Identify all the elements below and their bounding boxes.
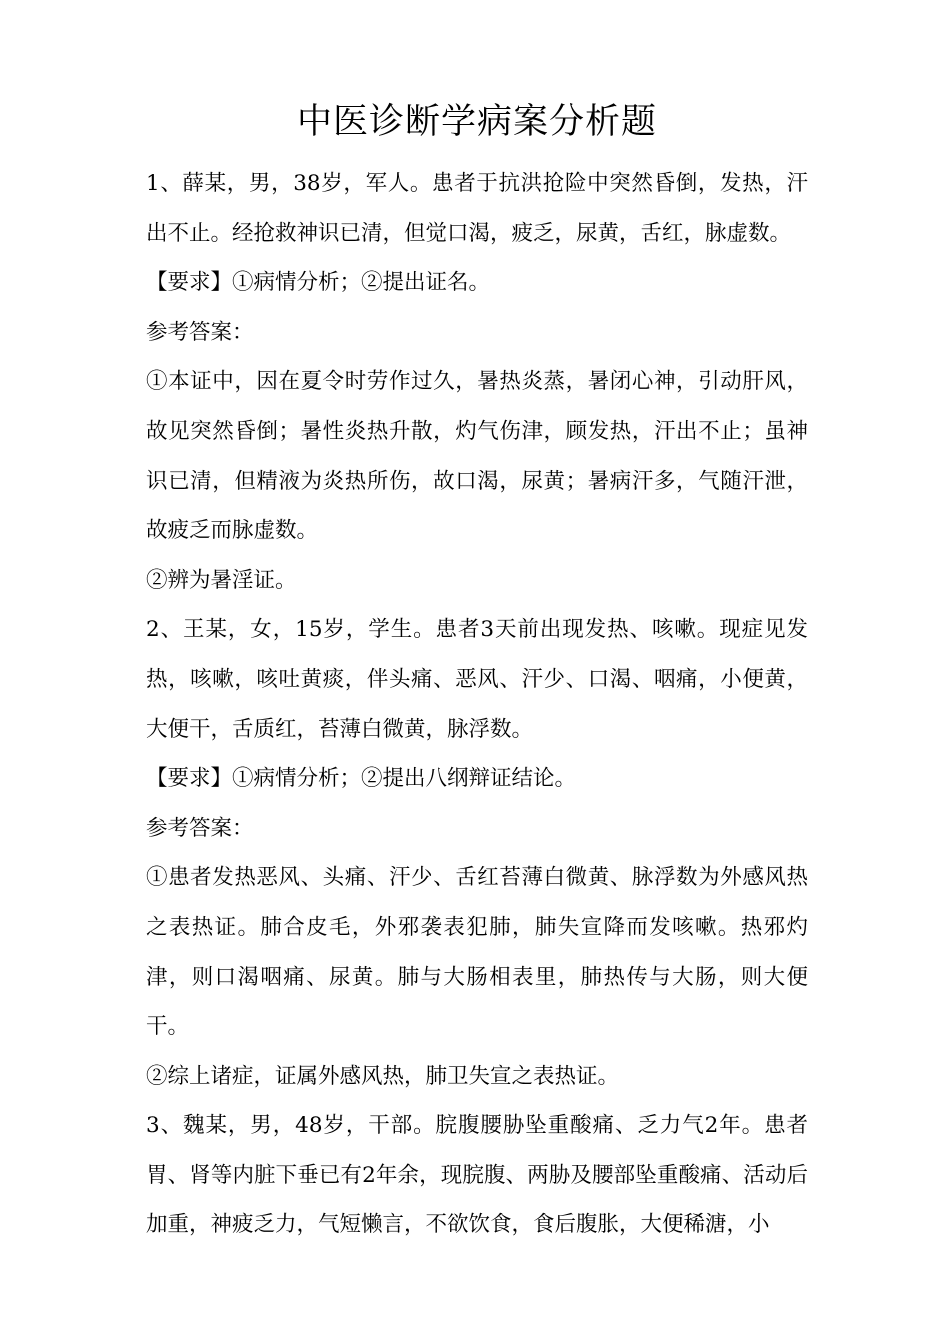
case-1-answer-diagnosis: ②辨为暑淫证。 — [146, 567, 297, 593]
case-1-description: 1、薛某，男，38岁，军人。患者于抗洪抢险中突然昏倒，发热，汗出不止。经抢救神识已清，但觉口渴，疲乏，尿黄，舌红，脉虚数。 — [146, 171, 808, 246]
case-3-description: 3、魏某，男，48岁，干部。脘腹腰胁坠重酸痛、乏力气2年。患者胃、肾等内脏下垂已有2年余，现脘腹、两胁及腰部坠重酸痛、活动后加重，神疲乏力，气短懒言，不欲饮食，食后腹胀，大便稀溏，小 — [146, 1113, 808, 1238]
case-1-requirement: 【要求】①病情分析；②提出证名。 — [146, 270, 491, 296]
case-2-answer-diagnosis: ②综上诸症，证属外感风热，肺卫失宣之表热证。 — [146, 1063, 620, 1089]
case-2-requirement: 【要求】①病情分析；②提出八纲辩证结论。 — [146, 766, 577, 792]
document-page — [146, 95, 808, 1250]
case-2-answer-heading: 参考答案： — [146, 815, 254, 841]
case-1-answer-heading: 参考答案： — [146, 319, 254, 345]
document-title: 中医诊断学病案分析题 — [296, 102, 657, 142]
case-2-answer-analysis: ①患者发热恶风、头痛、汗少、舌红苔薄白微黄、脉浮数为外感风热之表热证。肺合皮毛，外邪袭表犯肺，肺失宣降而发咳嗽。热邪灼津，则口渴咽痛、尿黄。肺与大肠相表里，肺热传与大肠，则大便干。 — [146, 865, 808, 1040]
case-2-description: 2、王某，女，15岁，学生。患者3天前出现发热、咳嗽。现症见发热，咳嗽，咳吐黄痰，伴头痛、恶风、汗少、口渴、咽痛，小便黄，大便干，舌质红，苔薄白微黄，脉浮数。 — [146, 617, 808, 742]
case-1-answer-analysis: ①本证中，因在夏令时劳作过久，暑热炎蒸，暑闭心神，引动肝风，故见突然昏倒；暑性炎热升散，灼气伤津，顾发热，汗出不止；虽神识已清，但精液为炎热所伤，故口渴，尿黄；暑病汗多，气随汗泄，故疲乏而脉虚数。 — [146, 369, 808, 544]
